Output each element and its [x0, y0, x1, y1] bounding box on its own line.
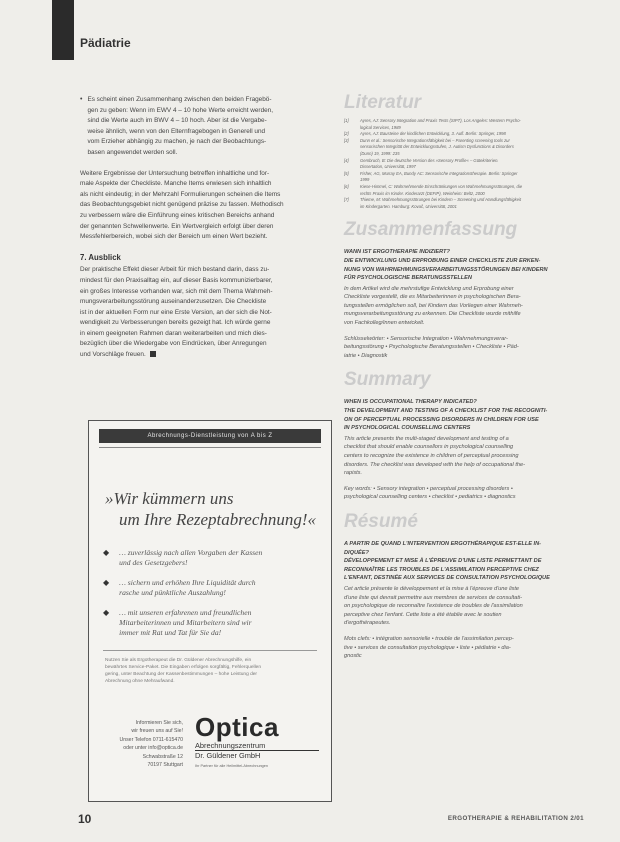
- email-text: oder unter info@optica.de: [123, 745, 183, 752]
- reference-item: [344, 184, 570, 197]
- header-tab-marker: [52, 0, 74, 60]
- text-line: Weitere Ergebnisse der Untersuchung betreffen inhaltliche und for-: [80, 169, 270, 177]
- text-line: sind die Werte auch im BWV 4 – 10 hoch. Aber ist die Vergabe-: [87, 117, 267, 125]
- text-line: der genannten Schwellenwerte. Ein Wertvergleich erfolgt über deren: [80, 222, 274, 230]
- text-line: Cet article présente le développement et la mise à l'épreuve d'une liste: [344, 585, 520, 592]
- abstract-french: [344, 540, 570, 661]
- abstract-english: [344, 398, 570, 502]
- text-line: Schwabstraße 12: [142, 753, 183, 760]
- text-line: Ayres, AJ: Sensory Integration and Praxis Tests (SIPT), Los Angeles: Western Psycho-: [360, 118, 521, 123]
- text-line: NUNG VON WAHRNEHMUNGSVERARBEITUNGSSTÖRUNGEN BEI KINDERN: [344, 266, 548, 273]
- zusammenfassung-heading: Zusammenfassung: [344, 219, 518, 241]
- reference-item: [344, 171, 570, 184]
- divider: [103, 650, 317, 651]
- text-line: Messfehlerbereich, wobei sich der Bereich um einen Wert bezieht.: [80, 233, 268, 241]
- bullet-icon: •: [80, 96, 83, 103]
- text-line: In dem Artikel wird die mehrstufige Entwicklung und Erprobung einer: [344, 285, 514, 292]
- advertisement: [88, 420, 332, 802]
- text-line: … zuverlässig nach allen Vorgaben der Kassen: [119, 548, 263, 557]
- text-line: ist in der aktuellen Form nur eine Erste Version, an der sich die Not-: [80, 308, 272, 316]
- text-line: rechts Praxis im Kinder. Kinderarzt (DEFIP), Weinheim: Beltz, 2000: [360, 190, 485, 196]
- text-line: … sichern und erhöhen Ihre Liquidität durch: [119, 578, 256, 587]
- abstract-german: [344, 248, 570, 360]
- text-line: DÉVELOPPEMENT ET MISE À L'ÉPREUVE D'UNE LISTE PERMETTANT DE: [344, 558, 542, 565]
- text-line: beitungsstörung • Psychologische Beratungsstellen • Checkliste • Päd-: [344, 344, 519, 351]
- text-line: das Beobachtungsgebiet nicht genügend präzise zu fassen. Methodisch: [80, 201, 284, 209]
- text-line: mindest für den Praxisalltag ein, auf dieser Basis kommunizierbarer,: [80, 276, 273, 284]
- summary-heading: Summary: [344, 369, 431, 391]
- abstract-body: [344, 435, 570, 478]
- bullet-icon: ◆: [103, 548, 110, 557]
- logo-wordmark: Optica: [195, 712, 279, 742]
- text-line: 1999: [360, 177, 370, 183]
- text-line: Key words: • Sensory integration • perceptual processing disorders •: [344, 485, 513, 492]
- abstract-title: [344, 257, 570, 283]
- text-line: L'ENFANT, DESTINÉE AUX SERVICES DE CONSULTATION PSYCHOLOGIQUE: [344, 575, 550, 582]
- text-line: perceptive chez l'enfant. Cette liste a été établie avec le soutien: [344, 611, 502, 618]
- text-line: mungsverarbeitungsstörung auseinanderzusetzen. Die Checkliste: [80, 298, 267, 306]
- text-line: DIQUÉE?: [344, 549, 369, 556]
- text-line: gering, unter Beachtung der Kassenbestimmungen – hohe Leistung der: [105, 672, 258, 677]
- ad-slogan: [105, 488, 317, 530]
- journal-name: ERGOTHERAPIE & REHABILITATION 2/01: [447, 815, 584, 822]
- reference-number: [3]: [344, 137, 349, 143]
- text-line: (Dunn) 19, 1999: 235: [360, 150, 400, 156]
- text-line: Dunn et al.: Sensorische Integrationsfähigkeit bei – Parenting screening tools zur: [360, 137, 510, 143]
- text-line: rasche und pünktliche Auszahlung!: [119, 588, 226, 597]
- reference-list: [344, 118, 570, 210]
- left-column: [80, 95, 328, 371]
- text-line: sensorischen Integrität der Entwicklungsstufen, J. Autism Dysfunctions & Disorders: [360, 144, 514, 150]
- text-line: Abrechnung ohne Mehraufwand.: [105, 679, 175, 684]
- text-line: THE DEVELOPMENT AND TESTING OF A CHECKLIST FOR THE RECOGNITI-: [344, 408, 548, 415]
- page-number: 10: [78, 812, 92, 826]
- ad-benefit-list: [103, 548, 317, 638]
- text-line: Der praktische Effekt dieser Arbeit für mich bestand darin, dass zu-: [80, 266, 270, 274]
- text-line: Dissertation, Universität, 1997: [360, 164, 416, 170]
- body-paragraph: [80, 265, 328, 360]
- keywords: [344, 635, 570, 661]
- reference-number: [1]: [344, 118, 349, 123]
- section-title: Pädiatrie: [80, 36, 131, 50]
- text-line: gen zu geben: Wenn im EWV 4 – 10 hohe Werte erreicht werden,: [87, 106, 274, 114]
- text-line: Checkliste vorgestellt, die es Mitarbeiterinnen in psychologischen Bera-: [344, 294, 521, 301]
- reference-number: [2]: [344, 131, 349, 137]
- slogan-line: »Wir kümmern uns: [105, 489, 234, 508]
- text-line: Informieren Sie sich,: [135, 720, 183, 726]
- ad-strip-title: Abrechnungs-Dienstleistung von A bis Z: [99, 429, 321, 443]
- text-line: rapists.: [344, 470, 363, 477]
- text-line: iatrie • Diagnostik: [344, 352, 388, 359]
- text-line: bezüglich über die Wiedergabe von Eindrücken, über Anregungen: [80, 340, 267, 348]
- text-line: Schlüsselwörter: • Sensorische Integration • Wahrnehmungsverar-: [344, 335, 508, 342]
- abstract-question: [344, 540, 570, 557]
- logo-subtitle: Abrechnungszentrum: [195, 741, 266, 750]
- text-line: Thieme, M: Wahrnehmungsstörungen bei Kindern – Screening und Handlungsfähigkeit: [360, 197, 522, 203]
- text-line: in einem geeigneten Rahmen daran weiterarbeiten und mich dies-: [80, 329, 267, 337]
- abstract-question: WANN IST ERGOTHERAPIE INDIZIERT?: [344, 249, 450, 256]
- text-line: und des Gesetzgebers!: [119, 558, 188, 567]
- slogan-line: um Ihre Rezeptabrechnung!«: [119, 510, 317, 529]
- text-line: This article presents the multi-staged development and testing of a: [344, 435, 509, 442]
- abstract-title: [344, 557, 570, 583]
- text-line: DIE ENTWICKLUNG UND ERPROBUNG EINER CHECKLISTE ZUR ERKEN-: [344, 257, 541, 264]
- text-line: logical Services, 1989: [360, 124, 401, 130]
- reference-item: [344, 197, 570, 210]
- ad-contact: [105, 719, 183, 769]
- text-line: von Fachkolleg/innen entwickelt.: [344, 320, 425, 327]
- reference-number: [7]: [344, 197, 349, 203]
- text-line-end: und Vorschläge freuen.: [80, 351, 146, 359]
- bullet-icon: ◆: [103, 578, 110, 587]
- reference-number: [5]: [344, 170, 349, 176]
- text-line: im Kindergarten. Hamburg: Kovač, Universität, 2001: [360, 203, 457, 209]
- reference-item: [344, 131, 570, 138]
- abstract-question: WHEN IS OCCUPATIONAL THERAPY INDICATED?: [344, 399, 477, 406]
- ad-footer: [105, 713, 319, 789]
- reference-item: [344, 158, 570, 171]
- text-line: vom Erzieher abhängig zu machen, je nach der Beobachtungs-: [87, 138, 267, 146]
- text-line: centers to recognize the existence in children of perceptual processing: [344, 453, 519, 459]
- phone-text: Unser Telefon 0711-615470: [119, 736, 183, 743]
- text-line: zu verbessern wäre die Einführung eines kritischen Bereichs anhand: [80, 211, 275, 219]
- abstract-title: [344, 407, 570, 433]
- text-line: Mots clefs: • intégration sensorielle • trouble de l'assimilation percep-: [344, 635, 514, 642]
- text-line: d'une liste qui devrait permettre aux membres de services de consultati-: [344, 594, 522, 601]
- text-line: Es scheint einen Zusammenhang zwischen den beiden Fragebö-: [87, 96, 272, 103]
- text-line: wendigkeit zu Verbesserungen bereits gezeigt hat. Ich würde gerne: [80, 319, 271, 327]
- keywords: [344, 335, 570, 361]
- text-line: basen angewendet werden soll.: [87, 148, 178, 156]
- text-line: checklist that should enable counsellors in psychological counselling: [344, 444, 514, 451]
- text-line: Ayres, AJ: Bausteine der kindlichen Entwicklung, 3. Aufl. Berlin: Springer, 1998: [360, 131, 506, 137]
- body-paragraph: [80, 169, 328, 243]
- text-line: wir freuen uns auf Sie!: [131, 728, 183, 735]
- section-heading: 7. Ausblick: [80, 252, 121, 262]
- text-line: on psychologique de reconnaître l'existence de troubles de l'assimilation: [344, 603, 523, 610]
- text-line: bewährtes Service-Paket. Die Eingaben erfolgen sorgfältig, Fehlerquellen: [105, 665, 261, 670]
- text-line: d'ergothérapeutes.: [344, 620, 391, 627]
- text-line: Fisher, AG, Murray EA, Bundy AC: Sensorische Integrationstherapie. Berlin: Springer: [360, 170, 518, 176]
- reference-item: [344, 118, 570, 131]
- logo-tagline: Ihr Partner für alle Heilmittel-Abrechnungen: [195, 764, 269, 768]
- text-line: gnostic: [344, 653, 362, 660]
- reference-item: [344, 138, 570, 158]
- text-line: Mitarbeiterinnen und Mitarbeitern sind wir: [119, 618, 252, 627]
- text-line: [80, 350, 328, 361]
- text-line: disorders. The checklist was developed with the help of occupational the-: [344, 461, 525, 468]
- right-column: [344, 93, 570, 661]
- logo-company: Dr. Güldener GmbH: [195, 750, 319, 760]
- text-line: RECONNAÎTRE LES TROUBLES DE L'ASSIMILATION PERCEPTIVE CHEZ: [344, 566, 539, 573]
- text-line: immer mit Rat und Tat für Sie da!: [119, 628, 222, 637]
- list-item: [80, 95, 328, 159]
- text-line: Nutzen Sie als Ergotherapeut die Dr. Güldener Abrechnungshilfe, ein: [105, 658, 252, 663]
- bullet-text: [87, 95, 273, 159]
- list-item: [103, 578, 317, 598]
- abstract-body: [344, 285, 570, 328]
- text-line: IN PSYCHOLOGICAL COUNSELLING CENTERS: [344, 425, 471, 432]
- reference-number: [6]: [344, 183, 349, 189]
- text-line: ON OF PERCEPTUAL PROCESSING DISORDERS IN CHILDREN FOR USE: [344, 416, 539, 423]
- text-line: mungsverarbeitungsstörung zu erkennen. Die Checkliste wurde mithilfe: [344, 311, 521, 318]
- resume-heading: Résumé: [344, 510, 418, 532]
- text-line: weise ähnlich, wenn von den Elternfragebogen in Generell und: [87, 127, 266, 135]
- text-line: Gembruch, B: Die deutsche Version des »Sensory Profile« – Gütekriterien.: [360, 157, 499, 163]
- text-line: FÜR PSYCHOLOGISCHE BERATUNGSSTELLEN: [344, 275, 472, 282]
- bullet-icon: ◆: [103, 608, 110, 617]
- text-line: tive • services de consultation psychologique • liste • pédiatrie • dia-: [344, 644, 511, 651]
- text-line: psychological counselling centers • checklist • pediatrics • diagnostics: [344, 494, 516, 501]
- divider: [99, 447, 321, 448]
- text-line: male Aspekte der Checkliste. Manche Items erwiesen sich inhaltlich: [80, 180, 272, 188]
- keywords: [344, 485, 570, 502]
- text-line: Kiese-Himmel, C: Wahrnehmende Einschränkungen von Wahrnehmungsstörungen, die: [360, 183, 523, 189]
- text-line: 70197 Stuttgart: [147, 762, 183, 769]
- end-of-article-icon: [150, 351, 156, 357]
- text-line: als nicht eindeutig; in der Mehrzahl Formulierungen scheinen die Items: [80, 190, 281, 198]
- abstract-body: [344, 585, 570, 628]
- text-line: … mit unseren erfahrenen und freundlichen: [119, 608, 252, 617]
- ad-note: [105, 657, 315, 685]
- reference-number: [4]: [344, 157, 349, 163]
- list-item: [103, 548, 317, 568]
- list-item: [103, 608, 317, 638]
- text-line: A PARTIR DE QUAND L'INTERVENTION ERGOTHÉRAPIQUE EST-ELLE IN-: [344, 540, 542, 547]
- optica-logo: [195, 713, 319, 768]
- text-line: tungsstellen ermöglichen soll, bei Kindern das Vorliegen einer Wahrneh-: [344, 302, 523, 309]
- text-line: ein großes Interesse vorhanden war, sich mit dem Thema Wahrneh-: [80, 287, 273, 295]
- literatur-heading: Literatur: [344, 92, 422, 113]
